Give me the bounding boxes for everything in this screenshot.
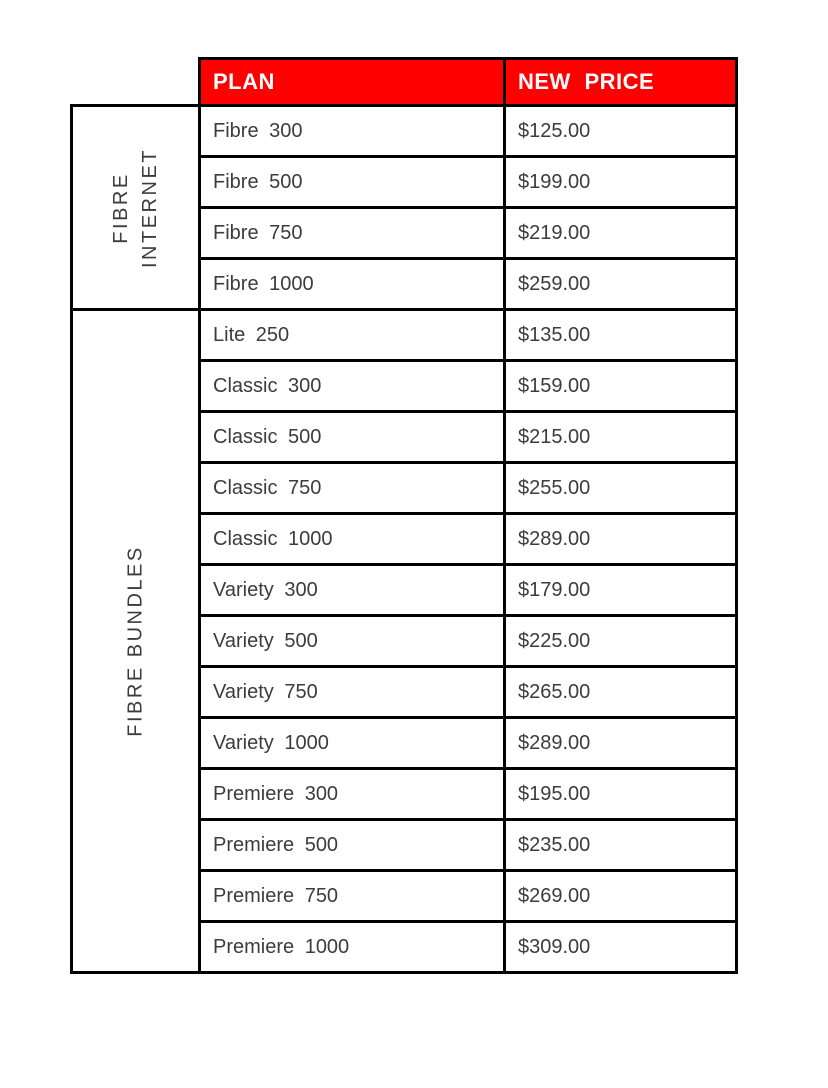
- plan-cell: Lite 250: [200, 310, 505, 361]
- plan-cell: Classic 300: [200, 361, 505, 412]
- price-cell: $309.00: [505, 922, 737, 973]
- price-cell: $259.00: [505, 259, 737, 310]
- price-cell: $225.00: [505, 616, 737, 667]
- group-label-line: INTERNET: [138, 147, 161, 268]
- plan-cell: Classic 750: [200, 463, 505, 514]
- plan-cell: Fibre 750: [200, 208, 505, 259]
- plan-cell: Premiere 500: [200, 820, 505, 871]
- price-cell: $179.00: [505, 565, 737, 616]
- table-row: [72, 106, 737, 157]
- plan-cell: Fibre 500: [200, 157, 505, 208]
- price-cell: $135.00: [505, 310, 737, 361]
- price-cell: $159.00: [505, 361, 737, 412]
- plan-cell: Premiere 300: [200, 769, 505, 820]
- header-row: [72, 59, 737, 106]
- header-plan: PLAN: [200, 59, 505, 106]
- group-label-line: FIBRE: [109, 171, 132, 244]
- plan-cell: Variety 1000: [200, 718, 505, 769]
- header-price: NEW PRICE: [505, 59, 737, 106]
- price-cell: $125.00: [505, 106, 737, 157]
- plan-cell: Fibre 1000: [200, 259, 505, 310]
- plan-cell: Fibre 300: [200, 106, 505, 157]
- group-cell-fibre-internet: [72, 106, 200, 310]
- plan-cell: Variety 300: [200, 565, 505, 616]
- group-label-fibre-internet: [107, 148, 165, 268]
- group-label-line: FIBRE BUNDLES: [124, 545, 146, 737]
- table-row: [72, 310, 737, 361]
- group-label-fibre-bundles: [121, 545, 150, 736]
- price-cell: $255.00: [505, 463, 737, 514]
- price-cell: $235.00: [505, 820, 737, 871]
- plan-cell: Variety 500: [200, 616, 505, 667]
- price-cell: $289.00: [505, 718, 737, 769]
- price-cell: $219.00: [505, 208, 737, 259]
- price-cell: $199.00: [505, 157, 737, 208]
- price-cell: $265.00: [505, 667, 737, 718]
- price-cell: $269.00: [505, 871, 737, 922]
- price-cell: $289.00: [505, 514, 737, 565]
- plan-cell: Premiere 750: [200, 871, 505, 922]
- price-cell: $195.00: [505, 769, 737, 820]
- plan-cell: Variety 750: [200, 667, 505, 718]
- plan-cell: Premiere 1000: [200, 922, 505, 973]
- price-table: [70, 57, 738, 974]
- corner-spacer: [72, 59, 200, 106]
- price-cell: $215.00: [505, 412, 737, 463]
- group-cell-fibre-bundles: [72, 310, 200, 973]
- plan-cell: Classic 500: [200, 412, 505, 463]
- plan-cell: Classic 1000: [200, 514, 505, 565]
